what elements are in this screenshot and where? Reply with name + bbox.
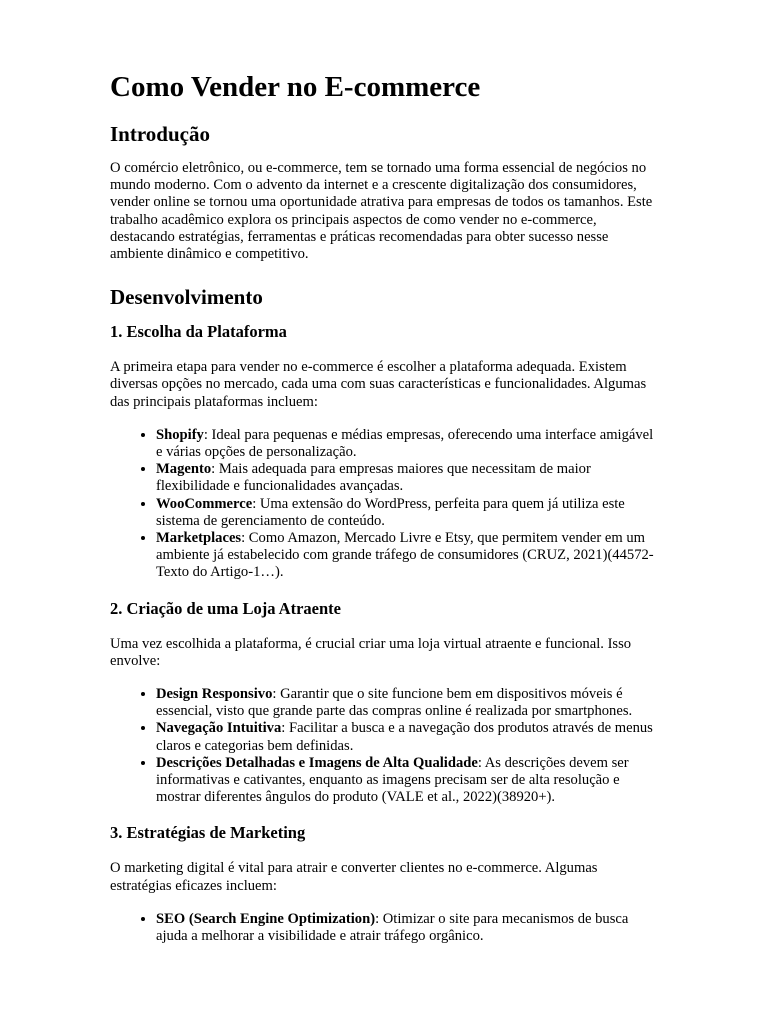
- list-item: [156, 530, 662, 582]
- list-item-term: Descrições Detalhadas e Imagens de Alta Qualidade: [156, 754, 478, 771]
- list-item-term: WooCommerce: [156, 495, 253, 512]
- list-item: [156, 755, 662, 807]
- intro-heading: Introdução: [110, 122, 210, 146]
- store-list: [110, 686, 662, 806]
- document-title: Como Vender no E-commerce: [110, 71, 481, 103]
- list-item-desc: : Mais adequada para empresas maiores que necessitam de maior flexibilidade e funcionalidades avançadas.: [156, 461, 591, 495]
- list-item: [156, 720, 662, 754]
- list-item-desc: : Ideal para pequenas e médias empresas, oferecendo uma interface amigável e várias opções de personalização.: [156, 426, 654, 461]
- list-item-term: Navegação Intuitiva: [156, 720, 282, 737]
- list-item: [156, 461, 662, 495]
- section-paragraph-marketing: O marketing digital é vital para atrair e converter clientes no e-commerce. Algumas estratégias eficazes incluem:: [110, 860, 598, 894]
- list-item-desc: : Uma extensão do WordPress, perfeita para quem já utiliza este sistema de gerenciamento de conteúdo.: [156, 495, 625, 529]
- list-item-term: Shopify: [156, 426, 204, 443]
- list-item-desc: : As descrições devem ser informativas e cativantes, enquanto as imagens precisam ser de alta resolução e mostrar diferentes ângulos do produto (VALE et al., 2022)(38920+).: [156, 754, 629, 806]
- list-item-term: Marketplaces: [156, 530, 242, 547]
- list-item-term: Design Responsivo: [156, 686, 273, 703]
- section-heading-store: 2. Criação de uma Loja Atraente: [110, 598, 341, 618]
- list-item-desc: : Otimizar o site para mecanismos de busca ajuda a melhorar a visibilidade e atrair tráfego orgânico.: [156, 910, 629, 945]
- list-item: [156, 496, 662, 530]
- intro-paragraph: O comércio eletrônico, ou e-commerce, tem se tornado uma forma essencial de negócios no mundo moderno. Com o advento da internet e a crescente digitalização dos consumidores, vender online se tornou uma oportunidade atrativa para empresas de todos os tamanhos. Este trabalho acadêmico explora os principais aspectos de como vender no e-commerce, destacando estratégias, ferramentas e práticas recomendadas para obter sucesso nesse ambiente dinâmico e competitivo.: [110, 160, 653, 263]
- section-paragraph-store: Uma vez escolhida a plataforma, é crucial criar uma loja virtual atraente e funcional. Isso envolve:: [110, 635, 632, 669]
- section-heading-platform: 1. Escolha da Plataforma: [110, 322, 287, 342]
- development-heading: Desenvolvimento: [110, 285, 263, 310]
- list-item-desc: : Como Amazon, Mercado Livre e Etsy, que permitem vender em um ambiente já estabelecido com grande tráfego de consumidores (CRUZ, 2021)(44572-Texto do Artigo-1…).: [156, 530, 654, 581]
- list-item-desc: : Garantir que o site funcione bem em dispositivos móveis é essencial, visto que grande parte das compras online é realizada por smartphones.: [156, 686, 633, 720]
- list-item: [156, 427, 662, 461]
- section-heading-marketing: 3. Estratégias de Marketing: [110, 823, 306, 843]
- marketing-list: [110, 911, 662, 945]
- list-item-term: Magento: [156, 461, 212, 478]
- list-item: [156, 686, 662, 720]
- list-item-desc: : Facilitar a busca e a navegação dos produtos através de menus claros e categorias bem definidas.: [156, 720, 653, 754]
- list-item: [156, 911, 662, 945]
- list-item-term: SEO (Search Engine Optimization): [156, 910, 376, 927]
- document-page: [110, 68, 662, 961]
- platform-list: [110, 427, 662, 582]
- section-paragraph-platform: A primeira etapa para vender no e-commerce é escolher a plataforma adequada. Existem diversas opções no mercado, cada uma com suas características e funcionalidades. Algumas das principais plataformas incluem:: [110, 359, 647, 410]
